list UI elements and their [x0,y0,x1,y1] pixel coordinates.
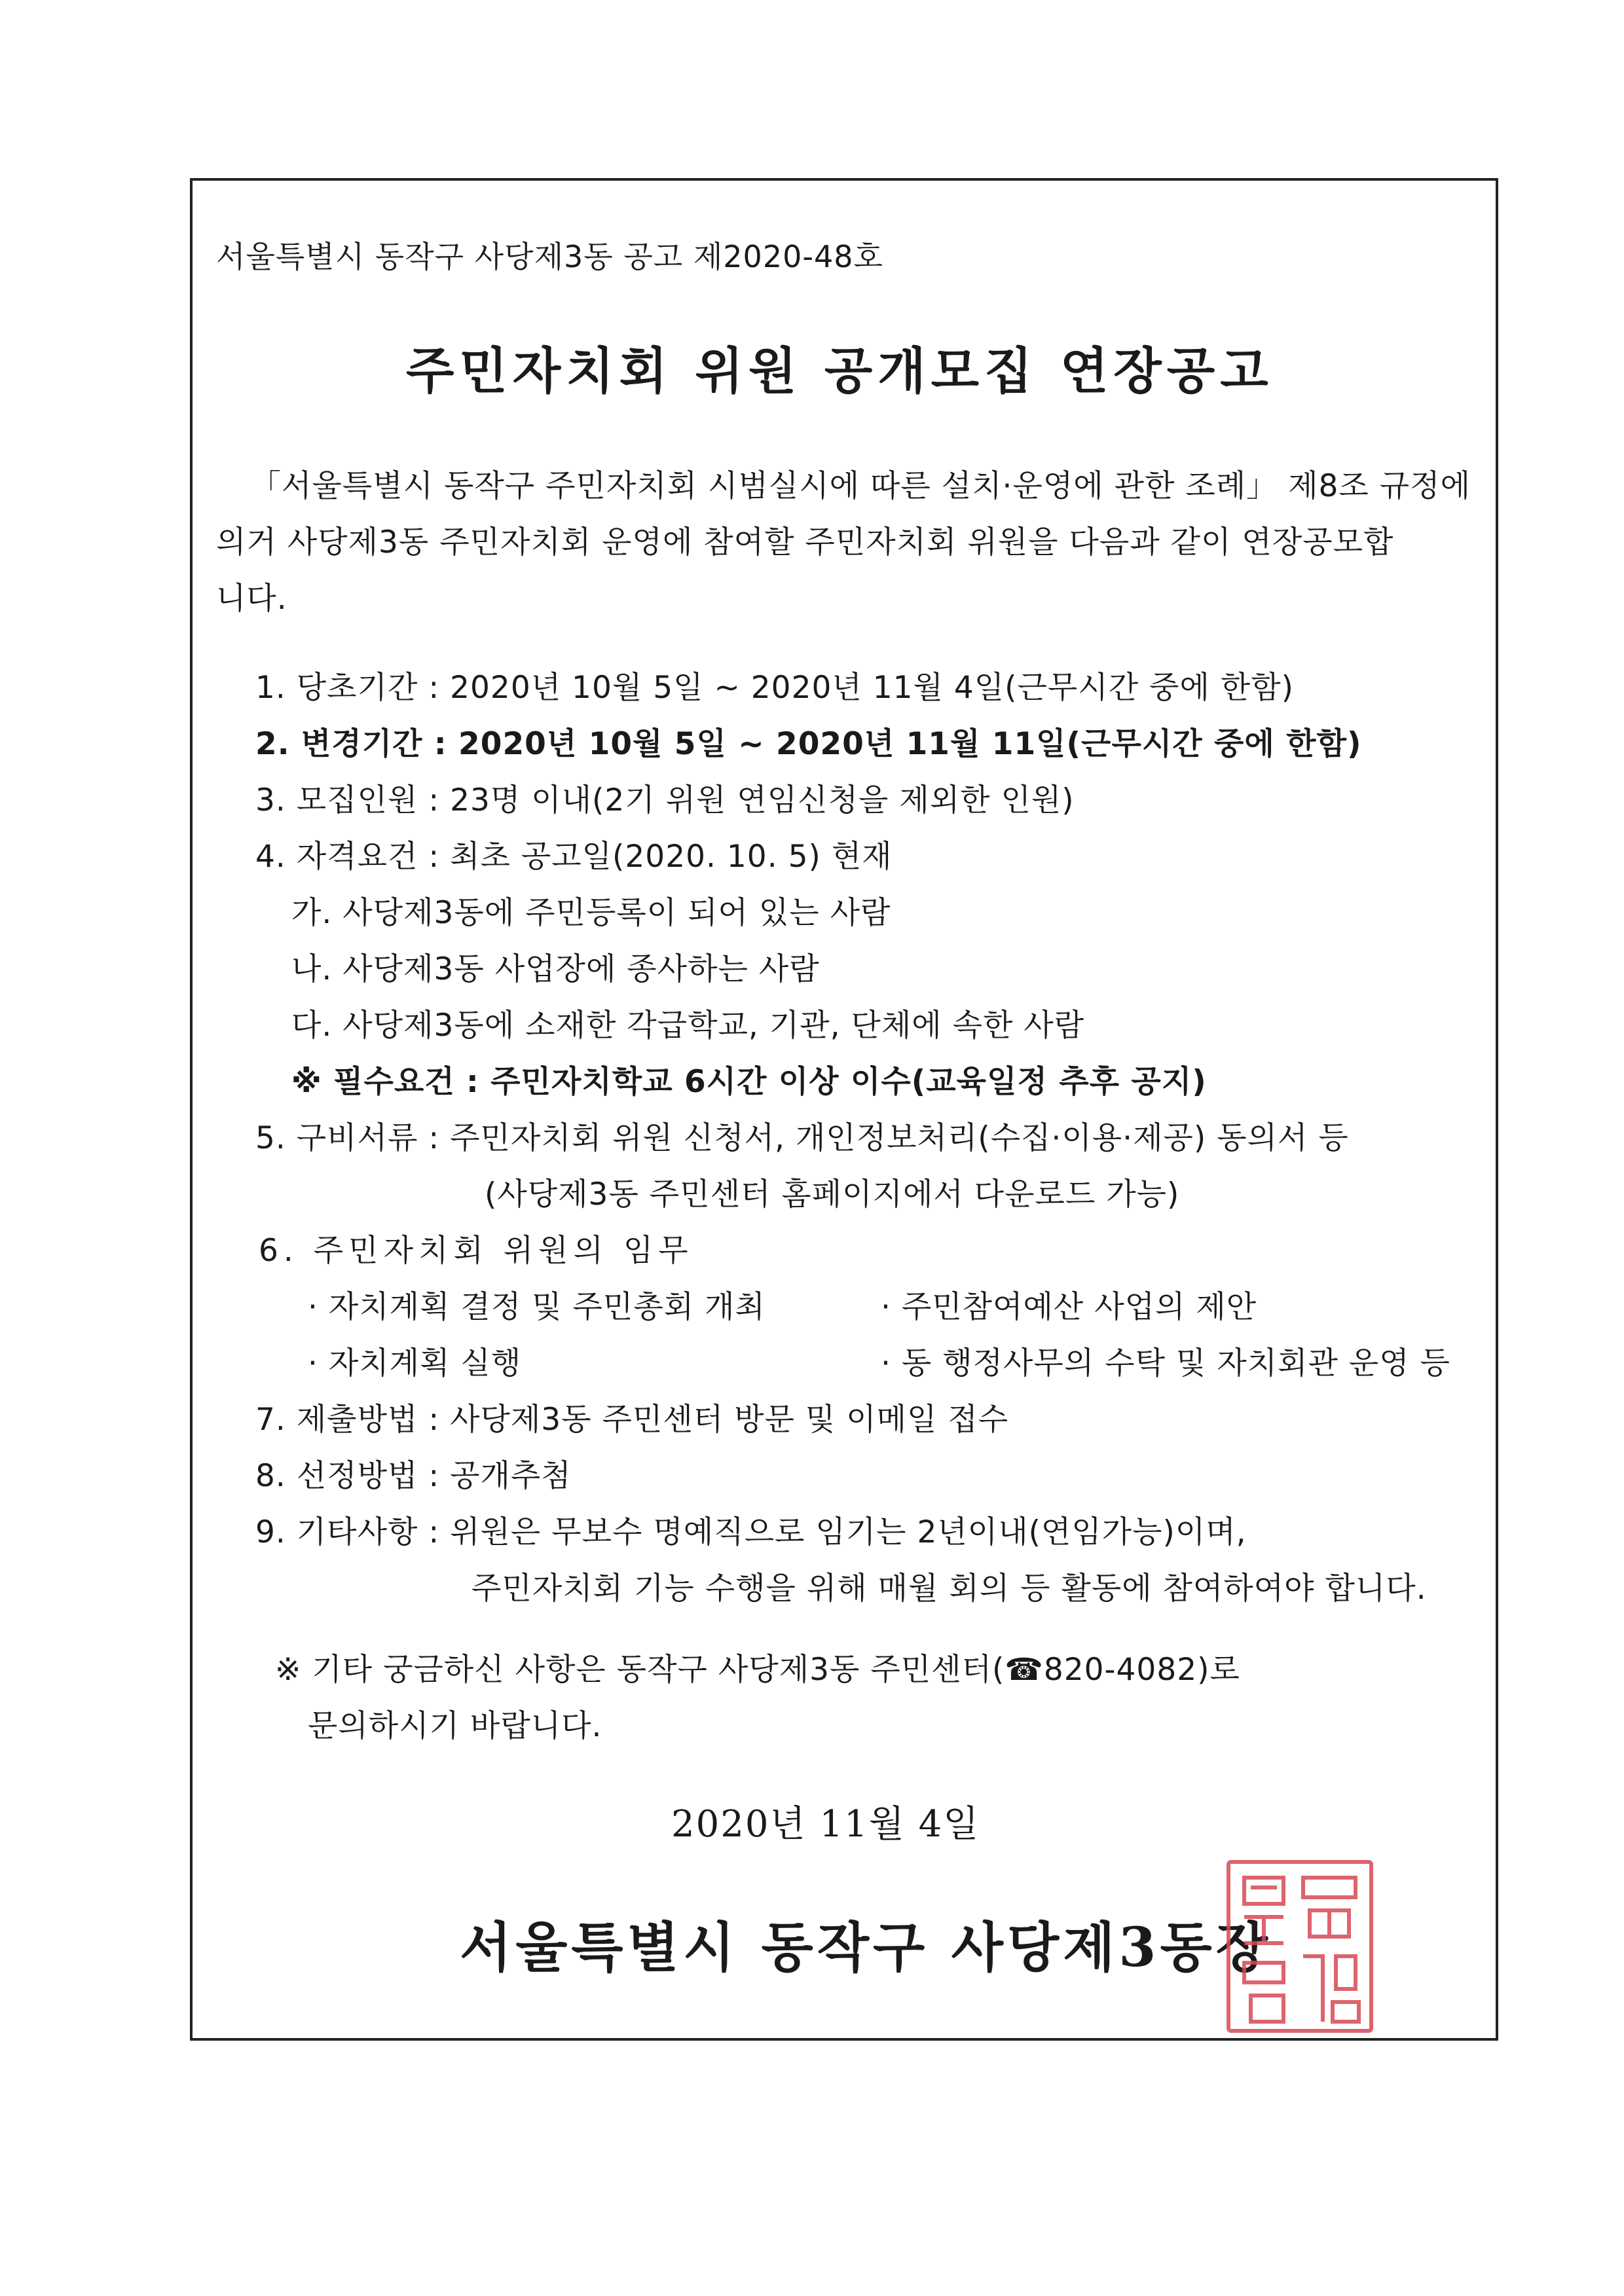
signature: 서울특별시 동작구 사당제3동장 [460,1916,1272,1979]
qualification-sub-item: 나. 사당제3동 사업장에 종사하는 사람 [291,951,820,987]
item-qualification: 4. 자격요건 : 최초 공고일(2020. 10. 5) 현재 [255,839,893,875]
intro-line: 「서울특별시 동작구 주민자치회 시범실시에 따른 설치·운영에 관한 조례」 제8조 규정에 [250,468,1471,504]
notice-date: 2020년 11월 4일 [671,1803,980,1846]
item-other-continued: 주민자치회 기능 수행을 위해 매월 회의 등 활동에 참여하여야 합니다. [471,1571,1427,1607]
item-duties: 6. 주민자치회 위원의 임무 [259,1233,693,1269]
duty-item: · 동 행정사무의 수탁 및 자치회관 운영 등 [881,1345,1450,1381]
item-other: 9. 기타사항 : 위원은 무보수 명예직으로 임기는 2년이내(연임가능)이며, [255,1514,1247,1550]
item-selection: 8. 선정방법 : 공개추첨 [255,1458,572,1494]
item-recruit-count: 3. 모집인원 : 23명 이내(2기 위원 연임신청을 제외한 인원) [255,782,1075,818]
duty-item: · 자치계획 실행 [308,1345,522,1381]
item-documents: 5. 구비서류 : 주민자치회 위원 신청서, 개인정보처리(수집·이용·제공) 동의서 등 [255,1120,1349,1156]
notice-number: 서울특별시 동작구 사당제3동 공고 제2020-48호 [216,239,883,274]
page-title: 주민자치회 위원 공개모집 연장공고 [406,342,1274,400]
contact-note-continued: 문의하시기 바랍니다. [308,1708,602,1744]
intro-line: 니다. [216,581,287,617]
contact-note: ※ 기타 궁금하신 사항은 동작구 사당제3동 주민센터(☎820-4082)로 [275,1652,1240,1688]
official-seal-icon [1225,1858,1375,2035]
qualification-sub-item: 가. 사당제3동에 주민등록이 되어 있는 사람 [291,895,891,931]
item-documents-note: (사당제3동 주민센터 홈페이지에서 다운로드 가능) [485,1176,1180,1212]
item-original-period: 1. 당초기간 : 2020년 10월 5일 ~ 2020년 11월 4일(근무시간 중에 한함) [255,670,1294,706]
qualification-sub-item: 다. 사당제3동에 소재한 각급학교, 기관, 단체에 속한 사람 [291,1008,1085,1044]
item-submission: 7. 제출방법 : 사당제3동 주민센터 방문 및 이메일 접수 [255,1402,1009,1438]
intro-line: 의거 사당제3동 주민자치회 운영에 참여할 주민자치회 위원을 다음과 같이 연장공모합 [216,524,1394,560]
duty-item: · 주민참여예산 사업의 제안 [881,1289,1257,1325]
item-changed-period: 2. 변경기간 : 2020년 10월 5일 ~ 2020년 11월 11일(근무시간 중에 한함) [255,726,1362,762]
duty-item: · 자치계획 결정 및 주민총회 개최 [308,1289,766,1325]
required-condition: ※ 필수요건 : 주민자치학교 6시간 이상 이수(교육일정 추후 공지) [291,1064,1207,1100]
notice-border [190,178,1498,2041]
